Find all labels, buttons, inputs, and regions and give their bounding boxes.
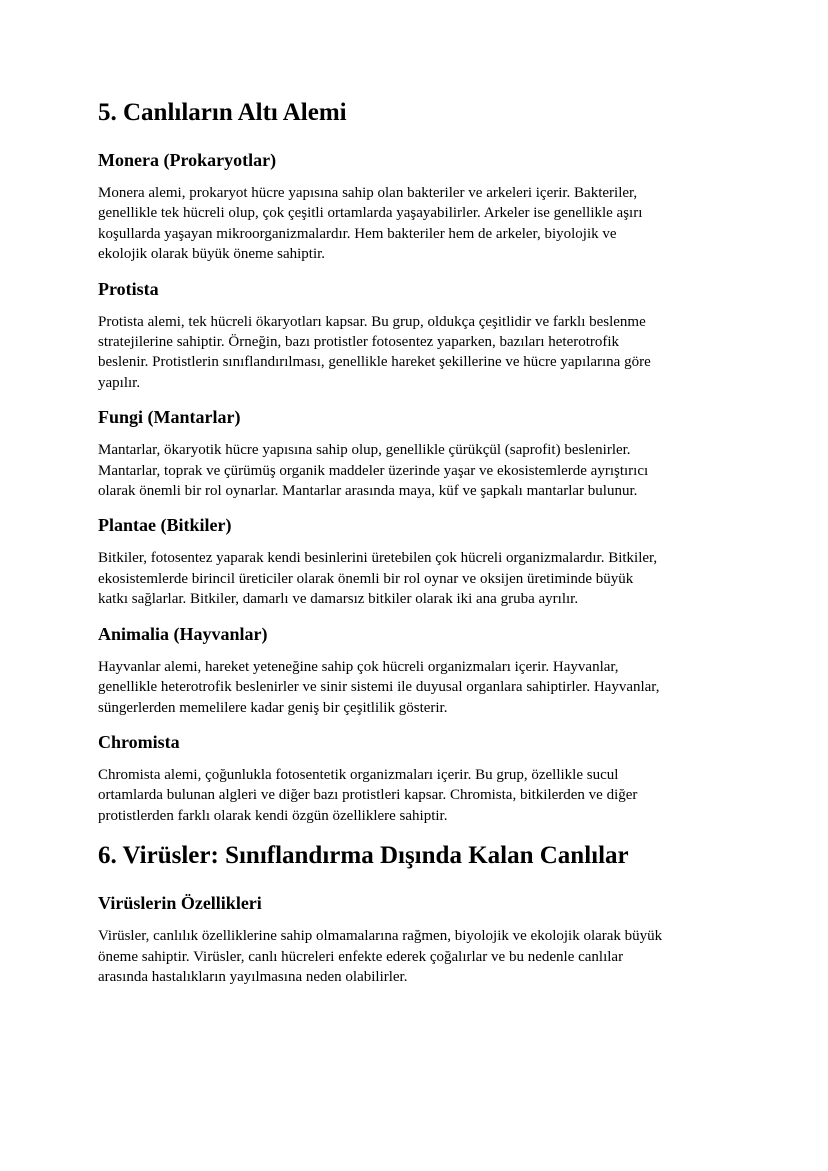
subsection-title-monera: Monera (Prokaryotlar) bbox=[98, 150, 277, 170]
subsection-title-fungi: Fungi (Mantarlar) bbox=[98, 407, 241, 428]
section-heading-kingdoms: 5. Canlıların Altı Alemi bbox=[98, 99, 347, 126]
text-line: koşullarda yaşayan mikroorganizmalardır. Hem bakteriler hem de arkeler, biyolojik ve bbox=[98, 225, 617, 242]
paragraph-virus-properties bbox=[98, 926, 732, 987]
text-line: ekolojik olarak büyük öneme sahiptir. bbox=[98, 246, 326, 263]
text-line: beslenir. Protistlerin sınıflandırılması, genellikle hareket şekillerine ve hücre yapılarına göre bbox=[98, 354, 651, 371]
text-line: Virüsler, canlılık özelliklerine sahip olmamalarına rağmen, biyolojik ve ekolojik olarak büyük bbox=[98, 928, 663, 945]
subsection-title-animalia: Animalia (Hayvanlar) bbox=[98, 623, 268, 644]
subsection-title-plantae: Plantae (Bitkiler) bbox=[98, 515, 232, 536]
text-line: süngerlerden memelilere kadar geniş bir çeşitlilik gösterir. bbox=[98, 699, 448, 716]
text-line: genellikle heterotrofik beslenirler ve sinir sistemi ile duyusal organlara sahiptirler. Hayvanlar, bbox=[98, 679, 660, 696]
text-line: katkı sağlarlar. Bitkiler, damarlı ve damarsız bitkiler olarak iki ana gruba ayrılır. bbox=[98, 591, 579, 608]
text-line: Bitkiler, fotosentez yaparak kendi besinlerini üretebilen çok hücreli organizmalardır. Bitkiler, bbox=[98, 550, 658, 567]
text-line: Mantarlar, ökaryotik hücre yapısına sahip olup, genellikle çürükçül (saprofit) beslenirler. bbox=[98, 442, 631, 459]
text-line: genellikle tek hücreli olup, çok çeşitli ortamlarda yaşayabilirler. Arkeler ise genellikle aşırı bbox=[98, 205, 643, 222]
text-line: protistlerden farklı olarak kendi özgün özelliklere sahiptir. bbox=[98, 807, 448, 824]
text-line: Hayvanlar alemi, hareket yeteneğine sahip çok hücreli organizmaları içerir. Hayvanlar, bbox=[98, 658, 619, 675]
text-line: ekosistemlerde birincil üreticiler olarak önemli bir rol oynar ve oksijen üretiminde büyük bbox=[98, 570, 634, 587]
section-heading-viruses: 6. Virüsler: Sınıflandırma Dışında Kalan Canlılar bbox=[98, 842, 629, 870]
subsection-title-protista: Protista bbox=[98, 278, 159, 299]
text-line: Mantarlar, toprak ve çürümüş organik maddeler üzerinde yaşar ve ekosistemlerde ayrıştırıcı bbox=[98, 462, 649, 479]
text-line: ortamlarda bulunan algleri ve diğer bazı protistleri kapsar. Chromista, bitkilerden ve diğer bbox=[98, 787, 638, 804]
text-line: Chromista alemi, çoğunlukla fotosentetik organizmaları içerir. Bu grup, özellikle sucul bbox=[98, 766, 619, 783]
text-line: Monera alemi, prokaryot hücre yapısına sahip olan bakteriler ve arkeleri içerir. Bakteriler, bbox=[98, 185, 638, 201]
paragraph-plantae bbox=[98, 548, 732, 609]
text-line: arasında hastalıkların yayılmasına neden olabilirler. bbox=[98, 968, 408, 985]
subsection-title-virus-properties: Virüslerin Özellikleri bbox=[98, 893, 262, 914]
text-line: yapılır. bbox=[98, 374, 141, 391]
text-line: öneme sahiptir. Virüsler, canlı hücreleri enfekte ederek çoğalırlar ve bu nedenle canlılar bbox=[98, 948, 624, 965]
paragraph-monera bbox=[98, 183, 732, 265]
paragraph-animalia bbox=[98, 657, 732, 718]
text-line: Protista alemi, tek hücreli ökaryotları kapsar. Bu grup, oldukça çeşitlidir ve farklı beslenme bbox=[98, 313, 646, 330]
text-line: olarak önemli bir rol oynarlar. Mantarlar arasında maya, küf ve şapkalı mantarlar bulunur. bbox=[98, 483, 638, 500]
paragraph-chromista bbox=[98, 765, 732, 826]
text-line: stratejilerine sahiptir. Örneğin, bazı protistler fotosentez yaparken, bazıları heterotrofik bbox=[98, 334, 620, 351]
paragraph-protista bbox=[98, 312, 732, 394]
paragraph-fungi bbox=[98, 440, 732, 501]
subsection-title-chromista: Chromista bbox=[98, 731, 180, 752]
